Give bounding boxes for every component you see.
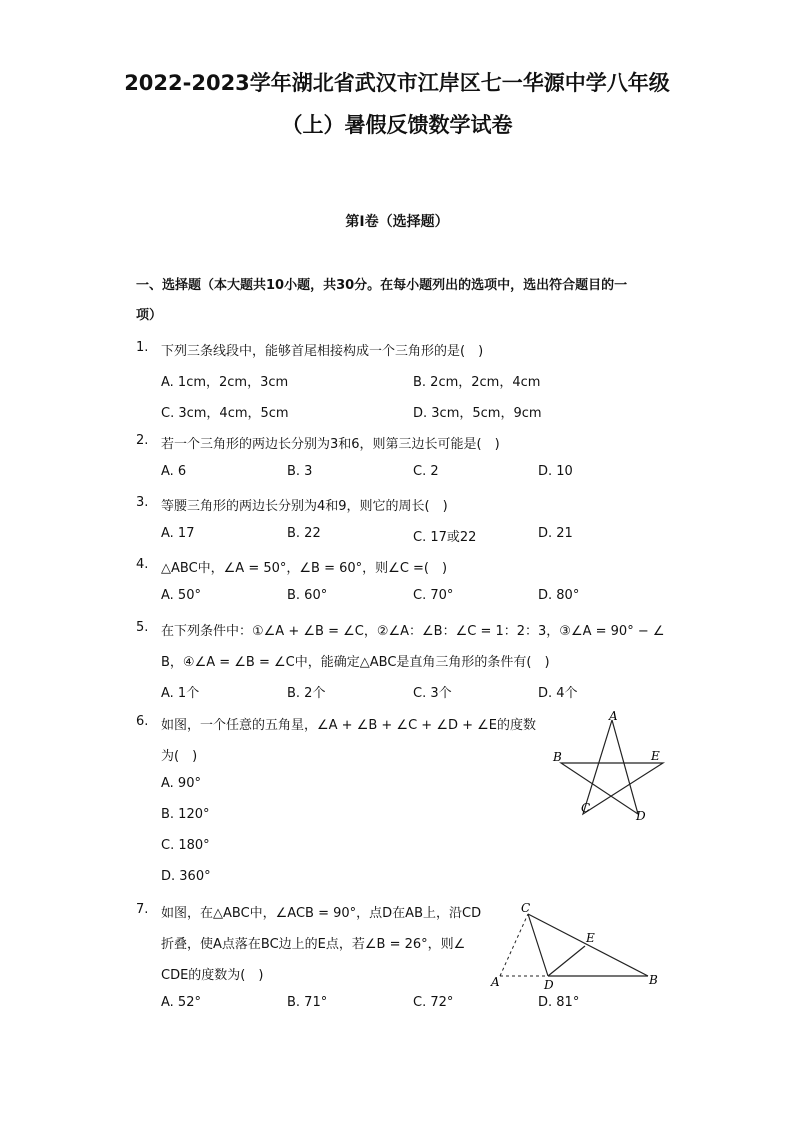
option-d: D. 4个	[538, 686, 578, 701]
question-number: 2.	[136, 433, 149, 448]
option-b: B. 60°	[287, 588, 328, 603]
question-text-line2: 折叠，使A点落在BC边上的E点，若∠B = 26°，则∠	[161, 937, 466, 952]
instructions-line1: 一、选择题（本大题共10小题，共30分。在每小题列出的选项中，选出符合题目的一	[136, 278, 628, 293]
question-number: 6.	[136, 714, 149, 729]
option-a: A. 1个	[161, 686, 200, 701]
edge-ac-dashed	[500, 914, 528, 976]
edge-de	[548, 946, 585, 976]
question-text-line1: 如图，在△ABC中，∠ACB = 90°，点D在AB上，沿CD	[161, 906, 482, 921]
star-label-e: E	[651, 749, 660, 763]
option-d: D. 80°	[538, 588, 580, 603]
option-b: B. 2个	[287, 686, 326, 701]
option-b: B. 2cm，2cm，4cm	[413, 375, 541, 390]
question-text: 等腰三角形的两边长分别为4和9，则它的周长( )	[161, 499, 448, 514]
tri-label-b: B	[649, 973, 658, 987]
tri-label-c: C	[521, 901, 531, 915]
exam-title-line2: （上）暑假反馈数学试卷	[281, 113, 513, 137]
option-d: D. 360°	[161, 869, 211, 884]
option-d: D. 3cm，5cm，9cm	[413, 406, 542, 421]
instructions-line2: 项）	[136, 308, 163, 323]
question-text: △ABC中，∠A = 50°，∠B = 60°，则∠C =( )	[161, 561, 448, 576]
option-b: B. 120°	[161, 807, 210, 822]
tri-label-a: A	[491, 975, 500, 989]
question-text: 下列三条线段中，能够首尾相接构成一个三角形的是( )	[161, 344, 484, 359]
star-figure	[545, 708, 670, 828]
question-number: 1.	[136, 340, 149, 355]
option-d: D. 10	[538, 464, 573, 479]
question-text-line1: 如图，一个任意的五角星，∠A + ∠B + ∠C + ∠D + ∠E的度数	[161, 718, 537, 733]
star-shape	[561, 720, 663, 814]
option-d: D. 21	[538, 526, 573, 541]
question-text-line2: 为( )	[161, 749, 198, 764]
question-number: 5.	[136, 620, 149, 635]
exam-title-line1: 2022-2023学年湖北省武汉市江岸区七一华源中学八年级	[124, 71, 670, 95]
star-label-d: D	[636, 809, 646, 823]
option-c: C. 2	[413, 464, 439, 479]
option-b: B. 3	[287, 464, 313, 479]
star-label-b: B	[553, 750, 562, 764]
instructions	[136, 271, 666, 331]
section-title: 第I卷（选择题）	[345, 214, 449, 230]
question-number: 3.	[136, 495, 149, 510]
tri-label-d: D	[544, 978, 554, 992]
star-label-a: A	[609, 709, 618, 723]
option-b: B. 22	[287, 526, 321, 541]
option-c: C. 17或22	[413, 530, 477, 545]
question-text-line1: 在下列条件中：①∠A + ∠B = ∠C，②∠A：∠B：∠C = 1：2：3，③∠A = 90° − ∠	[161, 624, 665, 639]
option-b: B. 71°	[287, 995, 328, 1010]
question-text: 若一个三角形的两边长分别为3和6，则第三边长可能是( )	[161, 437, 500, 452]
option-a: A. 17	[161, 526, 195, 541]
edge-cb	[528, 914, 648, 976]
option-d: D. 81°	[538, 995, 580, 1010]
option-c: C. 3cm，4cm，5cm	[161, 406, 289, 421]
option-a: A. 1cm，2cm，3cm	[161, 375, 289, 390]
option-a: A. 6	[161, 464, 187, 479]
option-c: C. 70°	[413, 588, 454, 603]
question-text-line3: CDE的度数为( )	[161, 968, 264, 983]
tri-label-e: E	[586, 931, 595, 945]
option-c: C. 3个	[413, 686, 452, 701]
question-number: 7.	[136, 902, 149, 917]
question-text-line2: B，④∠A = ∠B = ∠C中，能确定△ABC是直角三角形的条件有( )	[161, 655, 550, 670]
option-a: A. 90°	[161, 776, 201, 791]
option-a: A. 52°	[161, 995, 201, 1010]
triangle-figure	[488, 900, 663, 992]
option-a: A. 50°	[161, 588, 201, 603]
option-c: C. 180°	[161, 838, 210, 853]
star-label-c: C	[581, 801, 591, 815]
option-c: C. 72°	[413, 995, 454, 1010]
question-number: 4.	[136, 557, 149, 572]
